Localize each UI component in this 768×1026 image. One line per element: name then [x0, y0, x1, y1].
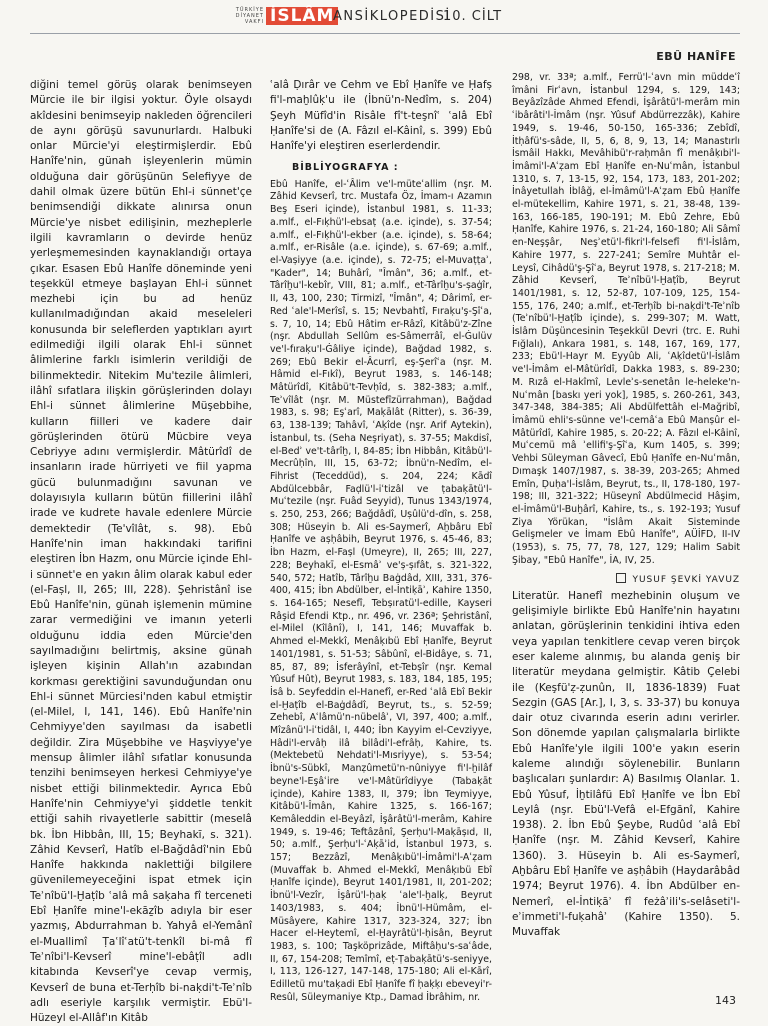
encyclopedia-logo: İSLÂM [266, 7, 338, 25]
publisher-name: TÜRKİYE DİYANET VAKFI [235, 7, 264, 25]
bibliography-text-middle: Ebû Hanîfe, el-ʿÂlim ve'l-müteʿallim (nşr. M. Zâhid Kevserî, trc. Mustafa Öz, İmam-ı Azamın Beş Eseri içinde), İstanbul 1981, s. 11-33; a.mlf., el-Fıḳhü'l-ebsaṭ (a.e. içinde), s. 37-54; a.mlf., el-Fıḳhü'l-ekber (a.e. içinde), s. 58-64; a.mlf., er-Risâle (a.e. içinde), s. 67-69; a.mlf., el-Vaṣiyye (a.e. içinde), s. 72-75; el-Muvaṭṭaʾ, "Kader", 14; Buhârî, "Îmân", 36; a.mlf., et-Târîḫu'l-kebîr, VIII, 81; a.mlf., et-Târîḫu's-ṣaġîr, II, 43, 100, 230; Tirmizî, "Îmân", 4; Dârimî, er-Red ʿale'l-Merîsî, s. 15; Nevbahtî, Fıraḳu'ş-Şîʿa, s. 7, 10, 14; Ebû Hâtim er-Râzî, Kitâbü'z-Zîne (nşr. Abdullah Sellûm es-Sâmerrâî, el-Ġulüv ve'l-fıraḳu'l-Ġâliye içinde), Bağdad 1982, s. 269; Ebû Bekir el-Âcurrî, eş-Şerîʿa (nşr. M. Hâmid el-Fıkî), Beyrut 1983, s. 146-148; Mâtürîdî, Kitâbü't-Tevḥîd, s. 382-383; a.mlf., Teʾvîlât (nşr. M. Müstefîzürrahman), Bağdad 1983, s. 98; Eşʿarî, Maḳālât (Ritter), s. 36-39, 63, 138-139; Tahâvî, ʿAḳîde (nşr. Arif Aytekin), İstanbul, ts. (Seha Neşriyat), s. 37-55; Makdisî, el-Bedʾ ve't-târîḫ, I, 84-85; İbn Hibbân, Kitâbü'l-Mecrûḥîn, III, 15, 63-72; İbnü'n-Nedîm, el-Fihrist (Teceddüd), s. 204, 224; Kādî Abdülcebbâr, Faḍlü'l-iʿtizâl ve ṭabaḳātü'l-Muʿtezile (nşr. Fuâd Seyyid), Tunus 1343/1974, s. 250, 253, 266; Bağdâdî, Uṣûlü'd-dîn, s. 258, 308; Hüseyin b. Ali es-Saymerî, Aḫbâru Ebî Ḥanîfe ve aṣḥâbih, Beyrut 1976, s. 45-46, 83; İbn Hazm, el-Faṣl (Umeyre), II, 265; III, 227, 228; Beyhakī, el-Esmâʾ ve'ṣ-ṣıfât, s. 321-322, 540, 572; Hatîb, Târîḫu Baġdâd, XIII, 331, 376-400, 415; İbn Abdülber, el-İntiḳāʾ, Kahire 1350, s. 164-165; Nesefî, Tebṣıratü'l-edille, Kayseri Râşid Efendi Ktp., nr. 496, vr. 236ª; Şehristânî, el-Milel (Kîlânî), I, 141, 146; Muvaffak b. Ahmed el-Mekkî, Menâḳıbü Ebî Ḥanîfe, Beyrut 1401/1981, s. 51-53; Sâbûnî, el-Bidâye, s. 71, 85, 87, 89; İsferâyînî, et-Tebṣîr (nşr. Kemal Yûsuf Hût), Beyrut 1983, s. 183, 184, 185, 195; İsâ b. Seyfeddin el-Hanefî, er-Red ʿalâ Ebî Bekir el-Ḫaṭîb el-Baġdâdî, Beyrut, ts., s. 52-59; Zehebî, Aʿlâmü'n-nübelâʾ, VI, 397, 400; a.mlf., Mîzânü'l-iʿtidâl, I, 440; İbn Kayyim el-Cevziyye, Hâdi'l-ervâḥ ilâ bilâdi'l-efrâḥ, Kahire, ts. (Mektebetü Nehdati'l-Mısriyye), s. 53-54; İbnü's-Sübkî, Manẓûmetü'n-nûniyye fi'l-ḫilâf beyne'l-Eşâʿire ve'l-Mâtürîdiyye (Tabaḳāt içinde), Kahire 1383, II, 379; İbn Teymiyye, Kitâbü'l-Îmân, Kahire 1325, s. 166-167; Kemâleddin el-Beyâzî, İşârâtü'l-merâm, Kahire 1949, s. 19-46; Teftâzânî, Şerḥu'l-Maḳāṣıd, II, 50; a.mlf., Şerḥu'l-ʿAḳāʾid, İstanbul 1973, s. 157; Bezzâzî, Menâḳıbü'l-İmâmi'l-Aʿẓam (Muvaffak b. Ahmed el-Mekkî, Menâḳıbü Ebî Ḥanîfe içinde), Beyrut 1401/1981, II, 201-202; İbnü'l-Vezîr, İşârü'l-ḥaḳ ʿale'l-ḫalḳ, Beyrut 1403/1983, s. 404; İbnü'l-Hümâm, el-Müsâyere, Kahire 1317, 323-324, 327; İbn Hacer el-Heytemî, el-Ḫayrâtü'l-ḥisân, Beyrut 1983, s. 100; Taşköprizâde, Miftâḥu's-saʿâde, II, 67, 154-208; Temîmî, eṭ-Ṭabaḳātü's-seniyye, I, 113, 126-127, 147-148, 175-180; Ali el-Kārî, Edilletü mu'taḳadi Ebî Ḥanîfe fî ḥaḳḳı ebeveyi'r-Resûl, Süleymaniye Ktp., Damad İbrâhim, nr. [270, 178, 492, 1003]
author-name: YUSUF ŞEVKİ YAVUZ [632, 575, 740, 586]
author-square-icon [616, 573, 626, 583]
column-middle [270, 78, 492, 1004]
bibliography-heading: BİBLİYOGRAFYA : [292, 162, 399, 174]
column-left [30, 78, 252, 1026]
column-right [512, 72, 740, 941]
encyclopedia-title: ANSİKLOPEDİSİ [333, 9, 451, 24]
literature-text: Literatür. Hanefî mezhebinin oluşum ve gelişimiyle birlikte Ebû Hanîfe'nin hayatını anlatan, görüşlerinin tenkidini ihtiva eden veya yapılan tenkitlere cevap veren birçok eser kaleme alınmış, bu alanda geniş bir literatür meydana gelmiştir. Kâtib Çelebi ile (Keşfü'ẓ-ẓunûn, II, 1836-1839) Fuat Sezgin (GAS [Ar.], I, 3, s. 33-37) bu konuya dair otuz civarında eserin adını verirler. Son dönemde yapılan çalışmalarla birlikte Ebû Hanîfe'yle ilgili 100'e yakın eserin kaleme alındığı söylenebilir. Bunların başlıcaları şunlardır: A) Basılmış Olanlar. 1. Ebû Yûsuf, İḫtilâfü Ebî Ḥanîfe ve İbn Ebî Leylâ (nşr. Ebü'l-Vefâ el-Efgānî, Kahire 1938). 2. İbn Ebû Şeybe, Rudûd ʿalâ Ebî Ḥanîfe (nşr. M. Zâhid Kevserî, Kahire 1360). 3. Hüseyin b. Ali es-Saymerî, Aḫbâru Ebî Ḥanîfe ve aṣḥâbih (Haydarâbâd 1974; Beyrut 1976). 4. İbn Abdülber en-Nemerî, el-İntiḳāʾ fî feżâʾili's-selâseti'l-eʾimmeti'l-fuḳahâʾ (Kahire 1350). 5. Muvaffak [512, 589, 740, 939]
page-header [0, 0, 768, 40]
body-text-left: diğini temel görüş olarak benimseyen Mürcie ile bir ilgisi yoktur. Öyle olsaydı akîdesini benimseyip nakleden öğrencileri de aynı görüşü savunurlardı. Halbuki onlar Mürcie'yi eleştirmişlerdir. Ebû Hanîfe'nin, günah işleyenlerin mümin olduğuna dair görüşünün Selefiyye de dahil olmak üzere bütün Ehl-i sünnet'çe benimsendiği dikkate alınırsa onun Mürcie'ye nisbet edilişinin, mezheplerle ilgili kavramların o devirde henüz yerleşmemesinden kaynaklandığı ortaya çıkar. Esasen Ebû Hanîfe döneminde yeni teşekkül etmeye başlayan Ehl-i sünnet mezhebi için bu ad henüz kullanılmadığından akaid meseleleri konusunda bir seleflerden yaptıkları ayırt edilmediği ilgili olarak Ehl-i sünnet âlimlerine farklı isimlerin verildiği de bilinmektedir. Nitekim Mu'tezile âlimleri, ilâhî sıfatlara ilişkin görüşlerinden dolayı Ehl-i sünnet âlimlerine Müşebbihe, kulların fiilleri ve kadere dair görüşlerinden ötürü Mücbire veya Cebriyye adını vermişlerdir. Mâtürîdî de insanların irade hürriyeti ve fiil yapma gücü bulunmadığını savunan ve dolayısıyla kulların bütün fiillerini ilâhî irade ve kudrete havale edenlere Mürcie demektedir (Te'vîlât, s. 98). Ebû Hanîfe'nin iman hakkındaki tarifini eleştiren İbn Hazm, onu Mürcie içinde Ehl-i sünnet'e en yakın âlim olarak kabul eder (el-Faṣl, II, 265; III, 228). Şehristânî ise Ebû Hanîfe'nin, günah işlemenin mümine zarar vermediğini ve imanın yeterli olduğunu iddia eden Mürcie'den sayılmadığını belirtmiş, aksine günah işleyen kişinin Allah'ın azabından korkması gerektiğini savunduğundan onu Ehl-i sünnet Mürciesi'nden kabul etmiştir (el-Milel, I, 141, 146). Ebû Hanîfe'nin Cehmiyye'den sayılması da isabetli değildir. Zira Müşebbihe ve Haşviyye'ye mensup âlimler ilâhî sıfatlar konusunda tenzihi benimseyen herkesi Cehmiyye'ye nisbet ettiği bilinmektedir. Ayrıca Ebû Hanîfe'nin Cehmiyye'yi şiddetle tenkit ettiği sahih rivayetlerle sabittir (meselâ bk. İbn Hibbân, III, 15; Beyhakī, s. 321). Zâhid Kevserî, Hatîb el-Bağdâdî'nin Ebû Hanîfe hakkında naklettiği bilgilere güvenilemeyeceğini ispat etmek için Teʾnîbü'l-Ḫaṭîb ʿalâ mâ saḳaha fî terceneti Ebî Ḥanîfe mine'l-ekāẕîb adıyla bir eser yazmış, Abdurrahman b. Yahyâ el-Yemânî el-Muallimî Ṭaʿlîʿatü't-tenkîl bi-mâ fî Teʾnîbi'l-Kevserî mine'l-ebâṭîl adlı kitabında Kevserî'ye cevap vermiş, Kevserî de buna et-Terḥîb bi-naḳdi't-Teʾnîb adlı eseriyle karşılık vermiştir. Ebü'l-Hüzeyl el-Allâf'ın Kitâb [30, 79, 252, 1025]
header-rule [30, 33, 740, 34]
volume-label: 10. CİLT [443, 9, 503, 24]
bibliography-text-right: 298, vr. 33ª; a.mlf., Ferrü'l-ʿavn min müddeʿî îmâni Firʿavn, İstanbul 1294, s. 129, 143; Beyâzîzâde Ahmed Efendi, İşârâtü'l-merâm min ʿibârâti'l-İmâm (nşr. Yûsuf Abdürrezzâk), Kahire 1949, s. 19-46, 50-150, 165-336; Zebîdî, İtḥâfü's-sâde, II, 5, 6, 8, 9, 13, 14; Manastırlı İsmâil Hakkı, Mevâhibü'r-raḥmân fî menâḳıbi'l-İmâmi'l-Aʿẓam Ebî Ḥanîfe en-Nuʿmân, İstanbul 1310, s. 7, 13-15, 92, 154, 173, 183, 201-202; İnâyetullah İblâğ, el-İmâmü'l-Aʿẓam Ebû Ḥanîfe el-mütekellim, Kahire 1971, s. 21, 38-48, 139-163, 166-185, 190-191; M. Ebû Zehre, Ebû Ḥanîfe, Kahire 1976, s. 21-24, 160-180; Ali Sâmî en-Neşşâr, Neşʾetü'l-fikri'l-felsefî fi'l-İslâm, Kahire 1977, s. 227-241; Semîre Muhtâr el-Leysî, Cihâdü'ş-Şîʿa, Beyrut 1978, s. 217-218; M. Zâhid Kevserî, Teʾnîbü'l-Ḫaṭîb, Beyrut 1401/1981, s. 12, 52-87, 107-109, 125, 154-155, 176, 240; a.mlf., et-Terḥîb bi-naḳdi't-Teʾnîb (Teʾnîbü'l-Ḫaṭîb içinde), s. 299-307; M. Watt, İslâm Düşüncesinin Teşekkül Devri (trc. E. Ruhi Fığlalı), Ankara 1981, s. 148, 167, 169, 177, 233; Ebü'l-Hayr M. Eyyûb Ali, ʿAḳîdetü'l-İslâm ve'l-İmâm el-Mâtürîdî, Dakka 1983, s. 89-230; M. Rızâ el-Hakîmî, Levleʾs-senetân le-heleke'n-Nuʿmân [baskı yeri yok], 1985, s. 260-261, 343, 347-348, 384-385; Ali Abdülfettâh el-Mağribî, İmâmü ehli's-sünne ve'l-cemâʿa Ebû Manṣûr el-Mâtürîdî, Kahire 1985, s. 20-22; A. Fâzıl el-Kâinî, Muʿcemü mâ ʾellifi'ş-Şîʿa, Kum 1405, s. 399; Vehbi Süleyman Gâvecî, Ebû Ḥanîfe en-Nuʿmân, Dımaşk 1407/1987, s. 38-39, 203-265; Ahmed Emîn, Ḍuḥa'l-İslâm, Beyrut, ts., II, 178-180, 197-198; III, 321-322; Hüseynî Abdülmecid Hâşim, el-İmâmü'l-Buḫârî, Kahire, ts., s. 192-193; Yusuf Ziya Yörükan, "İslâm Akait Sisteminde Gelişmeler ve İmam Ebû Hanîfe", AÜİFD, II-IV (1953), s. 75, 77, 78, 127, 129; Halim Sabit Şibay, "Ebû Hanîfe", İA, IV, 25. [512, 72, 740, 566]
page-number: 143 [715, 994, 736, 1007]
author-signature [512, 573, 740, 588]
body-text-middle: ʿalâ Ḍırâr ve Cehm ve Ebî Ḥanîfe ve Ḥafṣ fi'l-maḫlûḳ'u ile (İbnü'n-Nedîm, s. 204) Şeyh Müfîd'in Risâle fî't-teşnîʿ ʿalâ Ebî Ḥanîfe'si de (A. Fâzıl el-Kâinî, s. 399) Ebû Hanîfe'yi eleştiren eserlerdendir. [270, 79, 492, 153]
running-title: EBÛ HANÎFE [656, 50, 736, 63]
